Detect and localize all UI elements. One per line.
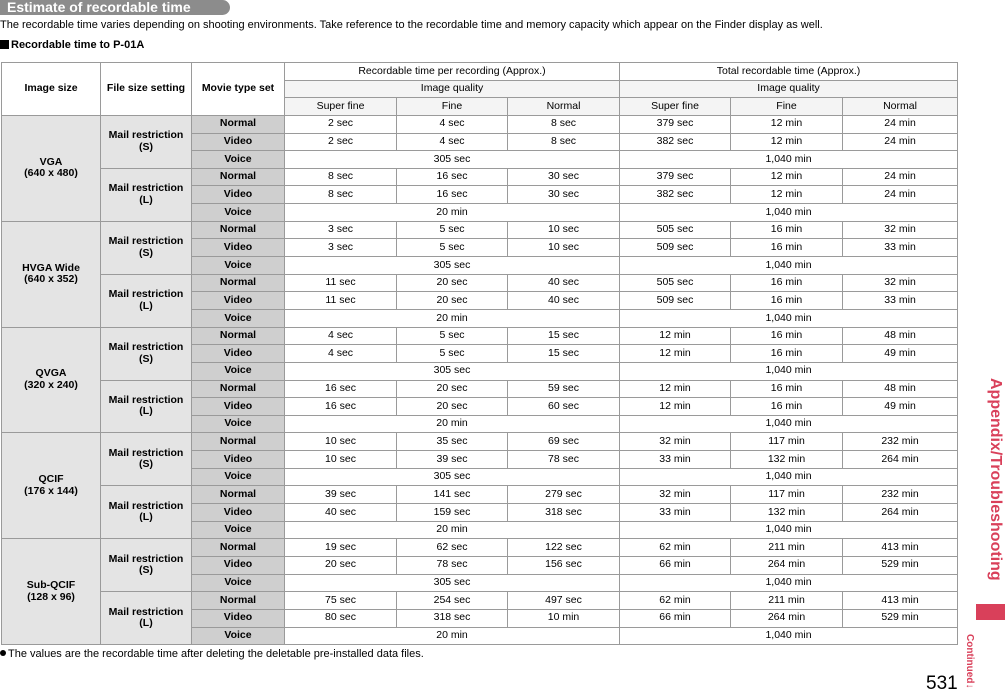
table-row bbox=[2, 274, 958, 292]
value-cell: 5 sec bbox=[397, 345, 508, 363]
value-cell: 1,040 min bbox=[620, 415, 958, 433]
header-file-size: File size setting bbox=[101, 63, 192, 116]
table-row bbox=[2, 115, 958, 133]
value-cell: 62 min bbox=[620, 539, 731, 557]
value-cell: 141 sec bbox=[397, 486, 508, 504]
subheading bbox=[0, 39, 144, 51]
value-cell: 12 min bbox=[731, 186, 843, 204]
value-cell: 16 sec bbox=[285, 398, 397, 416]
value-cell: 33 min bbox=[843, 292, 958, 310]
value-cell: 12 min bbox=[620, 398, 731, 416]
value-cell: 8 sec bbox=[285, 168, 397, 186]
movie-type-cell: Video bbox=[192, 504, 285, 522]
table-row bbox=[2, 433, 958, 451]
image-size-cell bbox=[2, 539, 101, 645]
value-cell: 11 sec bbox=[285, 292, 397, 310]
value-cell: 8 sec bbox=[508, 133, 620, 151]
cell-text: QVGA bbox=[35, 367, 67, 380]
value-cell: 20 min bbox=[285, 627, 620, 645]
header-quality: Fine bbox=[397, 98, 508, 116]
cell-text: (128 x 96) bbox=[27, 590, 75, 603]
table-row bbox=[2, 327, 958, 345]
cell-text: Mail restriction bbox=[108, 499, 184, 512]
file-size-cell bbox=[101, 433, 192, 486]
value-cell: 305 sec bbox=[285, 574, 620, 592]
value-cell: 16 min bbox=[731, 239, 843, 257]
value-cell: 159 sec bbox=[397, 504, 508, 522]
value-cell: 24 min bbox=[843, 186, 958, 204]
movie-type-cell: Voice bbox=[192, 521, 285, 539]
cell-text: Mail restriction bbox=[108, 605, 184, 618]
table-row bbox=[2, 168, 958, 186]
cell-text: Mail restriction bbox=[108, 235, 184, 248]
cell-text: (640 x 480) bbox=[24, 167, 78, 180]
movie-type-cell: Voice bbox=[192, 151, 285, 169]
value-cell: 78 sec bbox=[508, 451, 620, 469]
value-cell: 16 min bbox=[731, 327, 843, 345]
value-cell: 40 sec bbox=[285, 504, 397, 522]
value-cell: 48 min bbox=[843, 327, 958, 345]
value-cell: 40 sec bbox=[508, 274, 620, 292]
value-cell: 20 sec bbox=[397, 398, 508, 416]
value-cell: 1,040 min bbox=[620, 362, 958, 380]
value-cell: 156 sec bbox=[508, 556, 620, 574]
header-quality: Normal bbox=[843, 98, 958, 116]
table-row bbox=[2, 221, 958, 239]
movie-type-cell: Normal bbox=[192, 380, 285, 398]
value-cell: 232 min bbox=[843, 433, 958, 451]
cell-text: (L) bbox=[139, 617, 153, 630]
value-cell: 80 sec bbox=[285, 609, 397, 627]
value-cell: 30 sec bbox=[508, 186, 620, 204]
value-cell: 1,040 min bbox=[620, 521, 958, 539]
cell-text: Mail restriction bbox=[108, 341, 184, 354]
value-cell: 20 min bbox=[285, 309, 620, 327]
value-cell: 117 min bbox=[731, 486, 843, 504]
header-quality: Fine bbox=[731, 98, 843, 116]
value-cell: 3 sec bbox=[285, 221, 397, 239]
header-total: Total recordable time (Approx.) bbox=[620, 63, 958, 81]
value-cell: 12 min bbox=[731, 168, 843, 186]
value-cell: 1,040 min bbox=[620, 468, 958, 486]
continued-indicator bbox=[961, 634, 975, 690]
square-bullet-icon bbox=[0, 40, 9, 49]
movie-type-cell: Voice bbox=[192, 415, 285, 433]
cell-text: Mail restriction bbox=[108, 288, 184, 301]
value-cell: 35 sec bbox=[397, 433, 508, 451]
image-size-cell bbox=[2, 433, 101, 539]
file-size-cell bbox=[101, 380, 192, 433]
image-size-cell bbox=[2, 115, 101, 221]
file-size-cell bbox=[101, 274, 192, 327]
value-cell: 318 sec bbox=[508, 504, 620, 522]
header-quality: Normal bbox=[508, 98, 620, 116]
cell-text: (L) bbox=[139, 511, 153, 524]
value-cell: 211 min bbox=[731, 592, 843, 610]
table-row bbox=[2, 486, 958, 504]
value-cell: 10 sec bbox=[285, 433, 397, 451]
file-size-cell bbox=[101, 539, 192, 592]
value-cell: 264 min bbox=[843, 451, 958, 469]
movie-type-cell: Normal bbox=[192, 115, 285, 133]
cell-text: Mail restriction bbox=[108, 182, 184, 195]
value-cell: 78 sec bbox=[397, 556, 508, 574]
value-cell: 4 sec bbox=[397, 115, 508, 133]
value-cell: 254 sec bbox=[397, 592, 508, 610]
value-cell: 16 min bbox=[731, 398, 843, 416]
value-cell: 264 min bbox=[731, 609, 843, 627]
cell-text: (176 x 144) bbox=[24, 484, 78, 497]
value-cell: 132 min bbox=[731, 451, 843, 469]
continued-text: Continued bbox=[964, 634, 975, 684]
value-cell: 382 sec bbox=[620, 186, 731, 204]
table-body bbox=[2, 115, 958, 644]
value-cell: 132 min bbox=[731, 504, 843, 522]
value-cell: 30 sec bbox=[508, 168, 620, 186]
value-cell: 66 min bbox=[620, 609, 731, 627]
value-cell: 12 min bbox=[620, 380, 731, 398]
value-cell: 12 min bbox=[731, 115, 843, 133]
value-cell: 305 sec bbox=[285, 362, 620, 380]
value-cell: 39 sec bbox=[285, 486, 397, 504]
bullet-icon bbox=[0, 650, 6, 656]
value-cell: 24 min bbox=[843, 168, 958, 186]
movie-type-cell: Video bbox=[192, 292, 285, 310]
value-cell: 122 sec bbox=[508, 539, 620, 557]
value-cell: 33 min bbox=[620, 504, 731, 522]
movie-type-cell: Normal bbox=[192, 168, 285, 186]
value-cell: 16 min bbox=[731, 292, 843, 310]
value-cell: 60 sec bbox=[508, 398, 620, 416]
value-cell: 75 sec bbox=[285, 592, 397, 610]
cell-text: Mail restriction bbox=[108, 446, 184, 459]
image-size-cell bbox=[2, 327, 101, 433]
value-cell: 305 sec bbox=[285, 151, 620, 169]
value-cell: 4 sec bbox=[397, 133, 508, 151]
value-cell: 1,040 min bbox=[620, 309, 958, 327]
value-cell: 505 sec bbox=[620, 274, 731, 292]
movie-type-cell: Voice bbox=[192, 309, 285, 327]
movie-type-cell: Normal bbox=[192, 433, 285, 451]
value-cell: 20 min bbox=[285, 521, 620, 539]
movie-type-cell: Voice bbox=[192, 574, 285, 592]
value-cell: 20 min bbox=[285, 204, 620, 222]
value-cell: 211 min bbox=[731, 539, 843, 557]
value-cell: 505 sec bbox=[620, 221, 731, 239]
value-cell: 509 sec bbox=[620, 239, 731, 257]
value-cell: 40 sec bbox=[508, 292, 620, 310]
value-cell: 1,040 min bbox=[620, 627, 958, 645]
cell-text: (S) bbox=[139, 246, 153, 259]
header-image-size: Image size bbox=[2, 63, 101, 116]
value-cell: 20 sec bbox=[397, 292, 508, 310]
movie-type-cell: Video bbox=[192, 609, 285, 627]
value-cell: 232 min bbox=[843, 486, 958, 504]
section-title: Estimate of recordable time bbox=[7, 0, 191, 15]
value-cell: 382 sec bbox=[620, 133, 731, 151]
page-number: 531 bbox=[926, 673, 958, 693]
value-cell: 20 sec bbox=[285, 556, 397, 574]
value-cell: 1,040 min bbox=[620, 574, 958, 592]
value-cell: 2 sec bbox=[285, 115, 397, 133]
intro-text: The recordable time varies depending on shooting environments. Take reference to the recordable time and memory capacity which appear on the Finder display as well. bbox=[0, 19, 823, 31]
value-cell: 4 sec bbox=[285, 345, 397, 363]
movie-type-cell: Normal bbox=[192, 327, 285, 345]
movie-type-cell: Video bbox=[192, 239, 285, 257]
value-cell: 39 sec bbox=[397, 451, 508, 469]
value-cell: 5 sec bbox=[397, 221, 508, 239]
value-cell: 59 sec bbox=[508, 380, 620, 398]
value-cell: 8 sec bbox=[285, 186, 397, 204]
movie-type-cell: Video bbox=[192, 345, 285, 363]
value-cell: 509 sec bbox=[620, 292, 731, 310]
value-cell: 12 min bbox=[620, 327, 731, 345]
header-per-recording: Recordable time per recording (Approx.) bbox=[285, 63, 620, 81]
value-cell: 15 sec bbox=[508, 345, 620, 363]
cell-text: Sub-QCIF bbox=[26, 579, 76, 592]
header-image-quality: Image quality bbox=[620, 80, 958, 98]
movie-type-cell: Normal bbox=[192, 274, 285, 292]
cell-text: HVGA Wide bbox=[22, 261, 80, 274]
arrow-down-icon: ↓ bbox=[964, 683, 975, 689]
file-size-cell bbox=[101, 221, 192, 274]
value-cell: 4 sec bbox=[285, 327, 397, 345]
value-cell: 11 sec bbox=[285, 274, 397, 292]
cell-text: Mail restriction bbox=[108, 129, 184, 142]
value-cell: 117 min bbox=[731, 433, 843, 451]
table-row bbox=[2, 380, 958, 398]
value-cell: 32 min bbox=[620, 433, 731, 451]
movie-type-cell: Video bbox=[192, 398, 285, 416]
cell-text: (640 x 352) bbox=[24, 273, 78, 286]
file-size-cell bbox=[101, 592, 192, 645]
cell-text: (S) bbox=[139, 352, 153, 365]
movie-type-cell: Normal bbox=[192, 592, 285, 610]
value-cell: 318 sec bbox=[397, 609, 508, 627]
cell-text: VGA bbox=[39, 155, 63, 168]
file-size-cell bbox=[101, 327, 192, 380]
movie-type-cell: Normal bbox=[192, 221, 285, 239]
value-cell: 1,040 min bbox=[620, 151, 958, 169]
value-cell: 413 min bbox=[843, 539, 958, 557]
value-cell: 62 sec bbox=[397, 539, 508, 557]
value-cell: 10 sec bbox=[508, 221, 620, 239]
movie-type-cell: Voice bbox=[192, 468, 285, 486]
value-cell: 413 min bbox=[843, 592, 958, 610]
cell-text: (320 x 240) bbox=[24, 379, 78, 392]
file-size-cell bbox=[101, 115, 192, 168]
value-cell: 16 sec bbox=[397, 168, 508, 186]
value-cell: 5 sec bbox=[397, 327, 508, 345]
movie-type-cell: Video bbox=[192, 451, 285, 469]
value-cell: 49 min bbox=[843, 398, 958, 416]
movie-type-cell: Voice bbox=[192, 627, 285, 645]
movie-type-cell: Voice bbox=[192, 257, 285, 275]
value-cell: 16 min bbox=[731, 380, 843, 398]
value-cell: 66 min bbox=[620, 556, 731, 574]
movie-type-cell: Voice bbox=[192, 204, 285, 222]
movie-type-cell: Normal bbox=[192, 539, 285, 557]
value-cell: 305 sec bbox=[285, 257, 620, 275]
value-cell: 12 min bbox=[731, 133, 843, 151]
value-cell: 529 min bbox=[843, 556, 958, 574]
value-cell: 24 min bbox=[843, 115, 958, 133]
value-cell: 33 min bbox=[620, 451, 731, 469]
subheading-text: Recordable time to P-01A bbox=[11, 39, 145, 51]
file-size-cell bbox=[101, 486, 192, 539]
value-cell: 10 min bbox=[508, 609, 620, 627]
movie-type-cell: Normal bbox=[192, 486, 285, 504]
footnote bbox=[0, 648, 424, 660]
value-cell: 69 sec bbox=[508, 433, 620, 451]
value-cell: 32 min bbox=[843, 274, 958, 292]
footnote-text: The values are the recordable time after deleting the deletable pre-installed data files. bbox=[8, 648, 424, 660]
value-cell: 529 min bbox=[843, 609, 958, 627]
movie-type-cell: Voice bbox=[192, 362, 285, 380]
value-cell: 379 sec bbox=[620, 115, 731, 133]
cell-text: (L) bbox=[139, 405, 153, 418]
value-cell: 48 min bbox=[843, 380, 958, 398]
cell-text: (L) bbox=[139, 299, 153, 312]
value-cell: 16 sec bbox=[285, 380, 397, 398]
value-cell: 20 sec bbox=[397, 380, 508, 398]
value-cell: 264 min bbox=[731, 556, 843, 574]
value-cell: 8 sec bbox=[508, 115, 620, 133]
value-cell: 3 sec bbox=[285, 239, 397, 257]
value-cell: 16 min bbox=[731, 345, 843, 363]
value-cell: 10 sec bbox=[508, 239, 620, 257]
value-cell: 12 min bbox=[620, 345, 731, 363]
cell-text: (S) bbox=[139, 564, 153, 577]
value-cell: 2 sec bbox=[285, 133, 397, 151]
file-size-cell bbox=[101, 168, 192, 221]
value-cell: 16 min bbox=[731, 274, 843, 292]
header-movie-type: Movie type set bbox=[192, 63, 285, 116]
value-cell: 1,040 min bbox=[620, 204, 958, 222]
recordable-time-table bbox=[1, 62, 958, 645]
cell-text: QCIF bbox=[38, 473, 64, 486]
value-cell: 497 sec bbox=[508, 592, 620, 610]
side-tab-marker bbox=[976, 604, 1005, 620]
image-size-cell bbox=[2, 221, 101, 327]
movie-type-cell: Video bbox=[192, 556, 285, 574]
cell-text: (L) bbox=[139, 193, 153, 206]
movie-type-cell: Video bbox=[192, 133, 285, 151]
table-row bbox=[2, 539, 958, 557]
value-cell: 33 min bbox=[843, 239, 958, 257]
value-cell: 279 sec bbox=[508, 486, 620, 504]
value-cell: 15 sec bbox=[508, 327, 620, 345]
value-cell: 1,040 min bbox=[620, 257, 958, 275]
cell-text: (S) bbox=[139, 458, 153, 471]
value-cell: 32 min bbox=[843, 221, 958, 239]
movie-type-cell: Video bbox=[192, 186, 285, 204]
value-cell: 20 sec bbox=[397, 274, 508, 292]
section-title-bar bbox=[0, 0, 230, 15]
header-quality: Super fine bbox=[620, 98, 731, 116]
value-cell: 10 sec bbox=[285, 451, 397, 469]
table-row bbox=[2, 592, 958, 610]
value-cell: 32 min bbox=[620, 486, 731, 504]
value-cell: 379 sec bbox=[620, 168, 731, 186]
value-cell: 16 sec bbox=[397, 186, 508, 204]
value-cell: 62 min bbox=[620, 592, 731, 610]
value-cell: 305 sec bbox=[285, 468, 620, 486]
side-section-label: Appendix/Troubleshooting bbox=[987, 378, 1004, 581]
value-cell: 49 min bbox=[843, 345, 958, 363]
cell-text: Mail restriction bbox=[108, 552, 184, 565]
header-quality: Super fine bbox=[285, 98, 397, 116]
value-cell: 20 min bbox=[285, 415, 620, 433]
value-cell: 5 sec bbox=[397, 239, 508, 257]
value-cell: 19 sec bbox=[285, 539, 397, 557]
header-image-quality: Image quality bbox=[285, 80, 620, 98]
value-cell: 264 min bbox=[843, 504, 958, 522]
value-cell: 24 min bbox=[843, 133, 958, 151]
value-cell: 16 min bbox=[731, 221, 843, 239]
cell-text: (S) bbox=[139, 140, 153, 153]
cell-text: Mail restriction bbox=[108, 393, 184, 406]
